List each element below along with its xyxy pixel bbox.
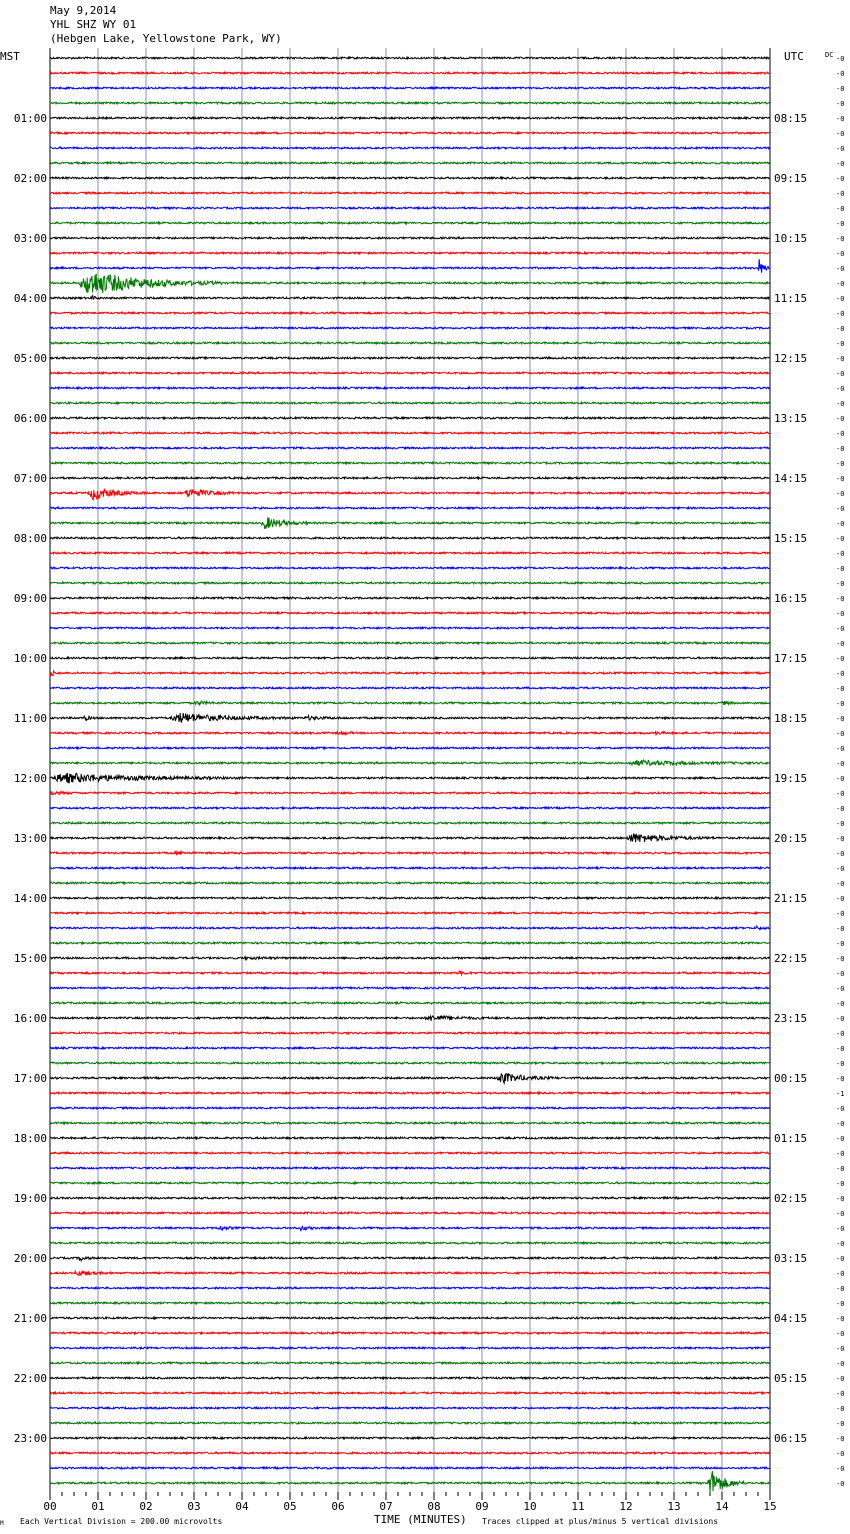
header-location: (Hebgen Lake, Yellowstone Park, WY) (50, 32, 282, 45)
seismic-trace-39 (50, 627, 769, 629)
dc-offset-label: -0 (836, 370, 845, 378)
dc-offset-label: -0 (836, 505, 845, 513)
dc-offset-label: -0 (836, 730, 845, 738)
dc-offset-label: -0 (836, 1150, 845, 1158)
dc-offset-label: -0 (836, 1045, 845, 1053)
seismic-trace-1 (50, 57, 769, 59)
dc-offset-label: -0 (836, 1405, 845, 1413)
seismic-trace-44 (50, 701, 769, 705)
trace-layer (50, 57, 769, 1492)
dc-offset-label: -0 (836, 250, 845, 258)
hour-label-left: 03:00 (13, 232, 47, 245)
seismic-trace-69 (50, 1073, 769, 1083)
dc-offset-label: -0 (836, 535, 845, 543)
seismic-trace-47 (50, 747, 769, 749)
dc-offset-label: -0 (836, 1255, 845, 1263)
seismic-trace-87 (50, 1347, 769, 1349)
dc-offset-label: -0 (836, 715, 845, 723)
x-tick-label: 10 (523, 1500, 537, 1513)
seismic-trace-18 (50, 312, 769, 314)
seismic-trace-3 (50, 87, 769, 89)
seismic-trace-62 (50, 971, 769, 975)
hour-label-left: 15:00 (13, 952, 47, 965)
dc-offset-label: -0 (836, 130, 845, 138)
seismic-trace-26 (50, 432, 769, 434)
hour-label-right: 22:15 (774, 952, 808, 965)
dc-offset-label: -0 (836, 100, 845, 108)
x-tick-label: 03 (187, 1500, 201, 1513)
dc-offset-label: -0 (836, 400, 845, 408)
seismic-trace-2 (50, 72, 769, 74)
seismic-trace-64 (50, 1002, 769, 1004)
seismic-trace-57 (50, 897, 769, 899)
dc-offset-label: -0 (836, 790, 845, 798)
seismic-trace-14 (50, 252, 769, 254)
hour-label-right: 06:15 (774, 1432, 808, 1445)
seismic-trace-53 (50, 833, 769, 842)
seismic-trace-40 (50, 642, 769, 644)
seismic-trace-32 (50, 517, 769, 529)
dc-offset-label: -0 (836, 865, 845, 873)
dc-offset-label: -0 (836, 760, 845, 768)
seismic-trace-55 (50, 867, 769, 869)
label-layer (14, 55, 845, 1513)
seismic-trace-50 (50, 791, 769, 794)
hour-label-right: 14:15 (774, 472, 808, 485)
seismic-trace-70 (50, 1092, 769, 1094)
seismic-trace-89 (50, 1377, 769, 1379)
seismic-trace-67 (50, 1047, 769, 1049)
left-timezone-label: MST (0, 50, 20, 63)
dc-offset-label: -0 (836, 340, 845, 348)
hour-label-left: 11:00 (13, 712, 47, 725)
hour-label-right: 21:15 (774, 892, 808, 905)
dc-offset-label: -0 (836, 700, 845, 708)
dc-offset-label: -0 (836, 280, 845, 288)
x-tick-label: 06 (331, 1500, 345, 1513)
dc-offset-label: -0 (836, 1450, 845, 1458)
dc-offset-label: -0 (836, 1210, 845, 1218)
seismic-trace-63 (50, 987, 769, 989)
hour-label-right: 11:15 (774, 292, 808, 305)
seismic-trace-60 (50, 942, 769, 944)
dc-offset-label: -0 (836, 1390, 845, 1398)
seismic-trace-84 (50, 1302, 769, 1304)
seismic-trace-82 (50, 1271, 769, 1275)
dc-offset-label: -0 (836, 850, 845, 858)
dc-offset-label: -0 (836, 160, 845, 168)
hour-label-left: 10:00 (13, 652, 47, 665)
hour-label-right: 00:15 (774, 1072, 808, 1085)
dc-offset-label: -0 (836, 655, 845, 663)
seismic-trace-68 (50, 1062, 769, 1064)
seismic-trace-92 (50, 1422, 769, 1424)
hour-label-left: 09:00 (13, 592, 47, 605)
dc-offset-label: -0 (836, 175, 845, 183)
hour-label-right: 02:15 (774, 1192, 808, 1205)
seismic-trace-78 (50, 1212, 769, 1214)
seismic-trace-34 (50, 552, 769, 554)
hour-label-right: 08:15 (774, 112, 808, 125)
dc-offset-label: -0 (836, 295, 845, 303)
seismic-trace-52 (50, 822, 769, 824)
seismic-trace-54 (50, 851, 769, 855)
hour-label-left: 04:00 (13, 292, 47, 305)
seismic-trace-94 (50, 1452, 769, 1454)
dc-offset-label: -0 (836, 385, 845, 393)
x-tick-label: 02 (139, 1500, 153, 1513)
dc-offset-label: -0 (836, 1015, 845, 1023)
seismic-trace-59 (50, 926, 769, 930)
hour-label-left: 16:00 (13, 1012, 47, 1025)
hour-label-right: 17:15 (774, 652, 808, 665)
seismic-trace-6 (50, 132, 769, 134)
seismic-trace-12 (50, 222, 769, 224)
dc-offset-label: -0 (836, 1180, 845, 1188)
dc-offset-label: -0 (836, 265, 845, 273)
hour-label-right: 16:15 (774, 592, 808, 605)
dc-offset-label: -0 (836, 1105, 845, 1113)
dc-offset-label: -0 (836, 1165, 845, 1173)
seismic-trace-33 (50, 537, 769, 539)
hour-label-right: 23:15 (774, 1012, 808, 1025)
seismic-trace-38 (50, 612, 769, 614)
seismic-trace-24 (50, 402, 769, 404)
dc-offset-label: -0 (836, 640, 845, 648)
dc-offset-label: -0 (836, 1195, 845, 1203)
dc-offset-label: -0 (836, 1240, 845, 1248)
hour-label-left: 01:00 (13, 112, 47, 125)
hour-label-left: 06:00 (13, 412, 47, 425)
seismic-trace-11 (50, 207, 769, 209)
seismic-trace-73 (50, 1137, 769, 1139)
x-tick-label: 05 (283, 1500, 297, 1513)
dc-offset-label: -0 (836, 355, 845, 363)
seismic-trace-13 (50, 237, 769, 239)
header-date: May 9,2014 (50, 4, 117, 17)
dc-offset-label: -0 (836, 235, 845, 243)
seismic-trace-42 (50, 671, 769, 676)
seismic-trace-80 (50, 1242, 769, 1244)
seismic-trace-15 (50, 259, 769, 273)
x-tick-label: 08 (427, 1500, 441, 1513)
x-tick-label: 00 (43, 1500, 57, 1513)
seismic-trace-45 (50, 713, 769, 723)
hour-label-right: 09:15 (774, 172, 808, 185)
hour-label-right: 10:15 (774, 232, 808, 245)
hour-label-left: 22:00 (13, 1372, 47, 1385)
seismic-trace-21 (50, 357, 769, 359)
x-tick-label: 01 (91, 1500, 105, 1513)
dc-offset-label: -0 (836, 520, 845, 528)
x-tick-label: 09 (475, 1500, 489, 1513)
dc-offset-label: -0 (836, 460, 845, 468)
dc-offset-label: -0 (836, 190, 845, 198)
dc-offset-label: -0 (836, 1285, 845, 1293)
dc-offset-label: -0 (836, 970, 845, 978)
hour-label-left: 21:00 (13, 1312, 47, 1325)
seismic-trace-35 (50, 567, 769, 569)
dc-offset-label: -0 (836, 1330, 845, 1338)
seismic-trace-88 (50, 1362, 769, 1364)
hour-label-left: 08:00 (13, 532, 47, 545)
dc-offset-label: -0 (836, 1225, 845, 1233)
seismic-trace-71 (50, 1107, 769, 1109)
hour-label-right: 19:15 (774, 772, 808, 785)
dc-offset-label: -0 (836, 490, 845, 498)
hour-label-left: 05:00 (13, 352, 47, 365)
seismic-trace-25 (50, 417, 769, 419)
dc-offset-label: -1 (836, 1090, 845, 1098)
seismic-trace-79 (50, 1226, 769, 1231)
hour-label-left: 17:00 (13, 1072, 47, 1085)
seismic-trace-75 (50, 1167, 769, 1169)
dc-offset-label: -0 (836, 55, 845, 63)
dc-offset-label: -0 (836, 205, 845, 213)
right-timezone-label: UTC (784, 50, 804, 63)
dc-offset-label: -0 (836, 895, 845, 903)
dc-offset-label: -0 (836, 1075, 845, 1083)
x-tick-label: 12 (619, 1500, 633, 1513)
dc-offset-label: -0 (836, 910, 845, 918)
dc-offset-label: -0 (836, 625, 845, 633)
dc-offset-label: -0 (836, 1480, 845, 1488)
dc-offset-label: -0 (836, 550, 845, 558)
dc-offset-label: -0 (836, 70, 845, 78)
hour-label-right: 03:15 (774, 1252, 808, 1265)
dc-offset-label: -0 (836, 1420, 845, 1428)
x-tick-label: 04 (235, 1500, 249, 1513)
seismic-trace-61 (50, 957, 769, 960)
seismic-trace-19 (50, 327, 769, 329)
dc-offset-label: -0 (836, 115, 845, 123)
dc-offset-label: -0 (836, 1030, 845, 1038)
hour-label-left: 23:00 (13, 1432, 47, 1445)
hour-label-right: 20:15 (774, 832, 808, 845)
seismic-trace-41 (50, 657, 769, 659)
seismic-trace-48 (50, 760, 769, 766)
dc-offset-label: -0 (836, 745, 845, 753)
seismic-trace-43 (50, 687, 769, 689)
seismic-trace-28 (50, 462, 769, 464)
seismic-trace-5 (50, 117, 769, 119)
seismic-trace-46 (50, 731, 769, 735)
seismic-trace-76 (50, 1182, 769, 1184)
hour-label-right: 05:15 (774, 1372, 808, 1385)
hour-label-left: 14:00 (13, 892, 47, 905)
dc-offset-label: -0 (836, 1060, 845, 1068)
x-tick-label: 14 (715, 1500, 729, 1513)
dc-offset-label: -0 (836, 1375, 845, 1383)
dc-offset-label: -0 (836, 805, 845, 813)
seismic-trace-7 (50, 147, 769, 149)
seismic-trace-95 (50, 1467, 769, 1469)
dc-offset-label: -0 (836, 1345, 845, 1353)
seismic-trace-29 (50, 477, 769, 479)
dc-offset-label: -0 (836, 445, 845, 453)
seismic-trace-58 (50, 912, 769, 914)
dc-offset-label: -0 (836, 1135, 845, 1143)
grid-layer (50, 48, 770, 1500)
hour-label-left: 20:00 (13, 1252, 47, 1265)
hour-label-left: 02:00 (13, 172, 47, 185)
seismic-trace-72 (50, 1122, 769, 1124)
hour-label-left: 13:00 (13, 832, 47, 845)
seismic-trace-37 (50, 597, 769, 599)
dc-offset-label: -0 (836, 220, 845, 228)
dc-offset-label: -0 (836, 1315, 845, 1323)
seismic-trace-31 (50, 507, 769, 509)
dc-offset-label: -0 (836, 1360, 845, 1368)
hour-label-left: 07:00 (13, 472, 47, 485)
seismic-trace-9 (50, 177, 769, 179)
seismic-trace-93 (50, 1437, 769, 1439)
dc-offset-label: -0 (836, 835, 845, 843)
hour-label-left: 18:00 (13, 1132, 47, 1145)
x-tick-label: 07 (379, 1500, 393, 1513)
dc-column-label: DC (825, 51, 834, 59)
dc-offset-label: -0 (836, 430, 845, 438)
seismic-trace-20 (50, 342, 769, 344)
dc-offset-label: -0 (836, 475, 845, 483)
seismic-trace-83 (50, 1287, 769, 1289)
dc-offset-label: -0 (836, 145, 845, 153)
seismic-trace-96 (50, 1471, 769, 1492)
seismic-trace-8 (50, 162, 769, 164)
x-tick-label: 15 (763, 1500, 777, 1513)
header-station: YHL SHZ WY 01 (50, 18, 137, 31)
hour-label-left: 19:00 (13, 1192, 47, 1205)
footer-clip-note: Traces clipped at plus/minus 5 vertical divisions (482, 1517, 719, 1526)
dc-offset-label: -0 (836, 1435, 845, 1443)
seismic-trace-85 (50, 1317, 769, 1319)
hour-label-right: 01:15 (774, 1132, 808, 1145)
hour-label-right: 18:15 (774, 712, 808, 725)
seismic-trace-81 (50, 1257, 769, 1261)
footer-scale-note: Each Vertical Division = 200.00 microvolts (20, 1517, 223, 1526)
dc-offset-label: -0 (836, 610, 845, 618)
dc-offset-label: -0 (836, 1270, 845, 1278)
hour-label-right: 13:15 (774, 412, 808, 425)
x-tick-label: 13 (667, 1500, 681, 1513)
dc-offset-label: -0 (836, 775, 845, 783)
seismic-trace-66 (50, 1032, 769, 1034)
dc-offset-label: -0 (836, 325, 845, 333)
dc-offset-label: -0 (836, 685, 845, 693)
footer-left-mark: M (0, 1520, 4, 1527)
seismic-trace-65 (50, 1016, 769, 1021)
hour-label-right: 12:15 (774, 352, 808, 365)
seismic-trace-91 (50, 1407, 769, 1409)
seismic-trace-22 (50, 372, 769, 374)
dc-offset-label: -0 (836, 565, 845, 573)
hour-label-right: 15:15 (774, 532, 808, 545)
dc-offset-label: -0 (836, 580, 845, 588)
hour-label-right: 04:15 (774, 1312, 808, 1325)
hour-label-left: 12:00 (13, 772, 47, 785)
seismic-trace-10 (50, 192, 769, 194)
dc-offset-label: -0 (836, 1300, 845, 1308)
dc-offset-label: -0 (836, 1120, 845, 1128)
seismic-trace-27 (50, 447, 769, 449)
seismic-trace-56 (50, 882, 769, 884)
dc-offset-label: -0 (836, 85, 845, 93)
dc-offset-label: -0 (836, 595, 845, 603)
seismic-trace-16 (50, 274, 769, 293)
dc-offset-label: -0 (836, 415, 845, 423)
seismic-trace-30 (50, 489, 769, 500)
x-tick-label: 11 (571, 1500, 585, 1513)
seismic-trace-49 (50, 773, 769, 783)
dc-offset-label: -0 (836, 985, 845, 993)
dc-offset-label: -0 (836, 955, 845, 963)
seismic-trace-51 (50, 807, 769, 809)
dc-offset-label: -0 (836, 925, 845, 933)
seismic-trace-86 (50, 1332, 769, 1334)
dc-offset-label: -0 (836, 670, 845, 678)
seismic-trace-90 (50, 1392, 769, 1394)
seismic-trace-77 (50, 1197, 769, 1199)
dc-offset-label: -0 (836, 1000, 845, 1008)
seismic-trace-4 (50, 102, 769, 104)
dc-offset-label: -0 (836, 940, 845, 948)
dc-offset-label: -0 (836, 310, 845, 318)
seismic-trace-74 (50, 1152, 769, 1154)
seismic-trace-23 (50, 387, 769, 389)
dc-offset-label: -0 (836, 880, 845, 888)
dc-offset-label: -0 (836, 820, 845, 828)
dc-offset-label: -0 (836, 1465, 845, 1473)
seismic-trace-36 (50, 582, 769, 584)
x-axis-title: TIME (MINUTES) (374, 1513, 467, 1526)
seismic-trace-17 (50, 296, 769, 300)
